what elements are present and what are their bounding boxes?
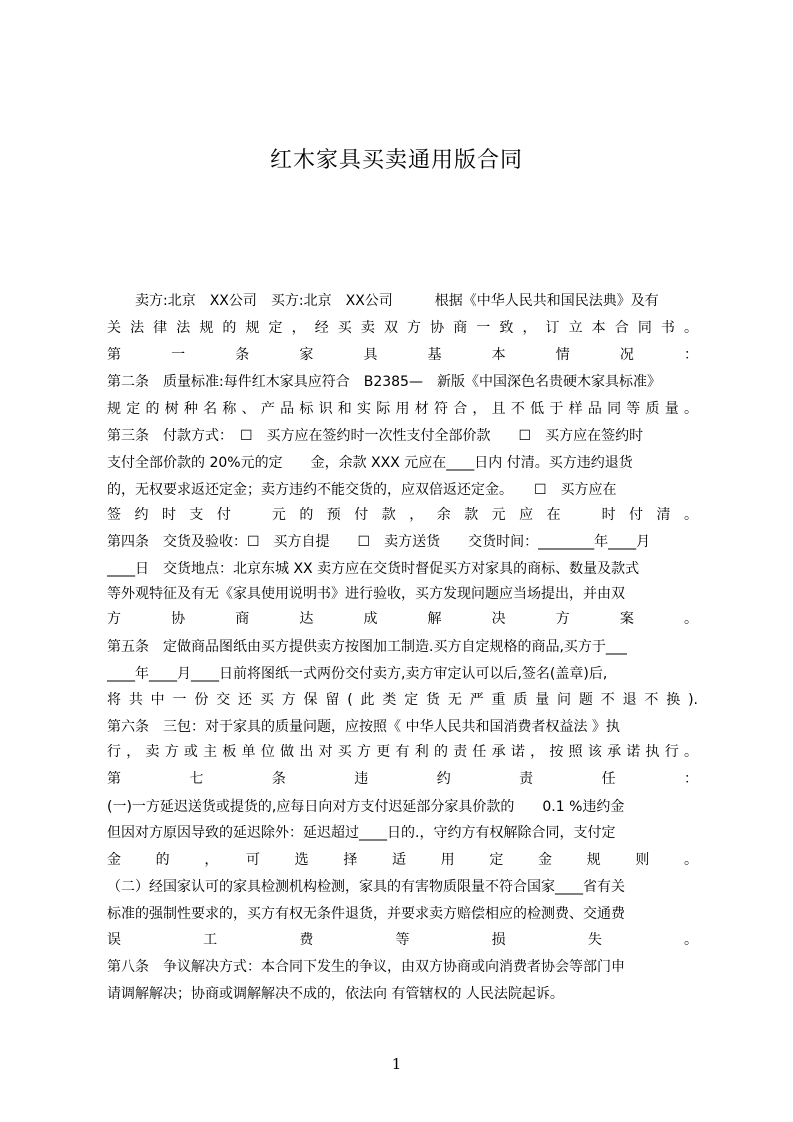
body-line: 等外观特征及有无《家具使用说明书》进行验收，买方发现问题应当场提出，并由双 [107, 586, 625, 602]
body-line: 支付全部价款的 20%元的定 金，余款 XXX 元应在____日内 付清。买方违约退货 [107, 455, 633, 471]
body-line: 将共中一份交还买方保留(此类定货无严重质量问题不退不换). [107, 692, 698, 708]
body-line: 误 工 费 等 损 失 。 [107, 932, 698, 948]
body-line: ____日 交货地点：北京东城 XX 卖方应在交货时督促买方对家具的商标、数量及款式 [107, 561, 640, 577]
body-line: （二）经国家认可的家具检测机构检测，家具的有害物质限量不符合国家____省有关 [107, 879, 625, 895]
body-line: 标准的强制性要求的，买方有权无条件退货，并要求卖方赔偿相应的检测费、交通费 [107, 906, 625, 922]
body-line: 关法律法规的规定，经买卖双方协商一致，订立本合同书。 [107, 320, 698, 336]
body-line: 规定的树种名称、产品标识和实际用材符合，且不低于样品同等质量。 [107, 401, 698, 417]
body-line: 签约时支付 元的预付款，余款元应在 时付清。 [107, 507, 698, 523]
document-title: 红木家具买卖通用版合同 [269, 148, 523, 173]
body-line: ____年____月____日前将图纸一式两份交付卖方,卖方审定认可以后,签名(盖章)后, [107, 666, 608, 682]
body-line: 金 的 ， 可 选 择 适 用 定 金 规 则 。 [107, 852, 698, 868]
body-line: 但因对方原因导致的延迟除外：延迟超过____日的.，守约方有权解除合同，支付定 [107, 825, 616, 841]
body-line: 行，卖方或主板单位做出对买方更有利的责任承诺，按照该承诺执行。 [107, 744, 698, 760]
body-line: 请调解解决；协商或调解解决不成的，依法向 有管辖权的 人民法院起诉。 [107, 986, 564, 1002]
body-line: 第二条 质量标准:每件红木家具应符合 B2385— 新版《中国深色名贵硬木家具标准》 [107, 374, 661, 390]
body-line: (一)一方延迟送货或提货的,应每日向对方支付迟延部分家具价款的 0.1 %违约金 [107, 799, 625, 815]
body-line: 卖方:北京 XX公司 买方:北京 XX公司 根据《中华人民共和国民法典》及有 [107, 293, 659, 309]
body-line: 的，无权要求返还定金；卖方违约不能交货的，应双倍返还定金。 ☐ 买方应在 [107, 482, 617, 498]
body-line: 方 协 商 达 成 解 决 方 案 。 [107, 611, 698, 627]
body-line: 第四条 交货及验收：☐ 买方自提 ☐ 卖方送货 交货时间：________年____月 [107, 534, 651, 550]
body-line: 第 七 条 违 约 责 任 ： [107, 771, 698, 787]
body-line: 第六条 三包：对于家具的质量问题，应按照《 中华人民共和国消费者权益法 》执 [107, 719, 620, 735]
body-line: 第八条 争议解决方式：本合同下发生的争议，由双方协商或向消费者协会等部门申 [107, 959, 625, 975]
page-number: 1 [391, 1055, 402, 1073]
body-line: 第五条 定做商品图纸由买方提供卖方按图加工制造.买方自定规格的商品,买方于___ [107, 639, 627, 655]
body-line: 第 一 条 家 具 基 本 情 况 ： [107, 347, 698, 363]
body-line: 第三条 付款方式： ☐ 买方应在签约时一次性支付全部价款 ☐ 买方应在签约时 [107, 428, 644, 444]
